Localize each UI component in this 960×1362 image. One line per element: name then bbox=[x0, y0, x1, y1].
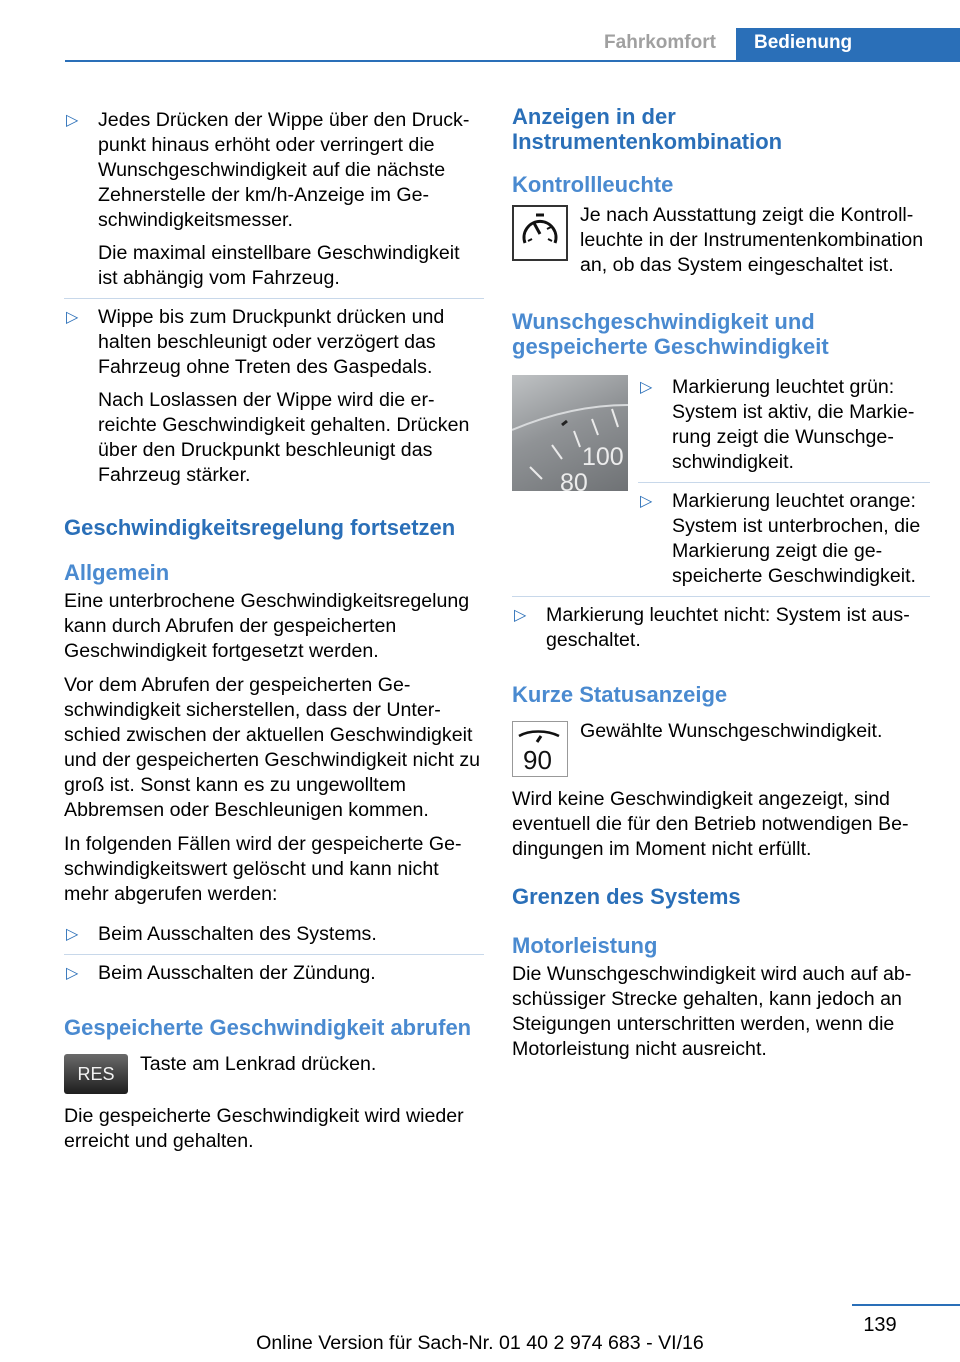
heading-motorleistung: Motorleistung bbox=[512, 933, 658, 958]
list-item bbox=[638, 483, 930, 596]
kontroll-text: Je nach Ausstattung zeigt die Kontrollleuchte in der Instrumentenkombination an, ob das System eingeschaltet ist. bbox=[580, 204, 924, 276]
cruise-control-indicator-icon bbox=[512, 205, 568, 261]
list-item bbox=[64, 299, 484, 495]
list-item-text: Markierung leuchtet grün: System ist aktiv, die Markierung zeigt die Wunschgeschwindigkeit. bbox=[672, 376, 915, 473]
list-item bbox=[64, 916, 484, 955]
bullet-list-marker-off bbox=[512, 596, 930, 660]
list-item-text: Wippe bis zum Druckpunkt drücken und halten beschleunigt oder verzögert das Fahrzeug ohne Treten des Gaspedals. bbox=[98, 306, 445, 378]
kontroll-block bbox=[512, 203, 930, 287]
footer-online-version: Online Version für Sach-Nr. 01 40 2 974 683 - VI/16 bbox=[256, 1332, 704, 1354]
heading-abrufen: Gespeicherte Geschwindigkeit abrufen bbox=[64, 1015, 472, 1040]
bullet-list-cases bbox=[64, 916, 484, 993]
tab-bedienung[interactable]: Bedienung bbox=[736, 28, 960, 62]
paragraph: Eine unterbrochene Geschwindigkeitsregelung kann durch Abrufen der gespeicherten Geschwindigkeit fortgesetzt werden. bbox=[64, 590, 470, 662]
triangle-arrow-icon: ▷ bbox=[640, 379, 653, 396]
list-item-text: Beim Ausschalten der Zündung. bbox=[98, 962, 376, 984]
paragraph: Die gespeicherte Geschwindigkeit wird wieder erreicht und gehalten. bbox=[64, 1105, 464, 1152]
list-item bbox=[512, 597, 930, 660]
speed-label-100: 100 bbox=[582, 443, 624, 471]
paragraph: Wird keine Geschwindigkeit angezeigt, sind eventuell die für den Betrieb notwendigen Bedingungen im Moment nicht erfüllt. bbox=[512, 788, 909, 860]
speedometer-image bbox=[512, 375, 628, 491]
heading-grenzen: Grenzen des Systems bbox=[512, 884, 741, 909]
heading-anzeigen: Anzeigen in der Instrumentenkombination bbox=[512, 104, 783, 154]
left-column bbox=[64, 100, 484, 1163]
paragraph: Die Wunschgeschwindigkeit wird auch auf abschüssiger Strecke gehalten, kann jedoch an Steigungen unterschritten werden, wenn die Motorleistung nicht ausreicht. bbox=[512, 963, 912, 1060]
triangle-arrow-icon: ▷ bbox=[66, 309, 79, 326]
list-item-text: Markierung leuchtet nicht: System ist ausgeschaltet. bbox=[546, 604, 910, 651]
list-item-text: Markierung leuchtet orange: System ist unterbrochen, die Markierung zeigt die gespeicherte Geschwindigkeit. bbox=[672, 490, 921, 587]
list-item-text: Jedes Drücken der Wippe über den Druckpunkt hinaus erhöht oder verringert die Wunschgeschwindigkeit auf die nächste Zehnerstelle der km/h-Anzeige im Geschwindigkeitsmesser. bbox=[98, 109, 470, 231]
list-item-note: Nach Loslassen der Wippe wird die erreichte Geschwindigkeit gehalten. Drücken über den Druckpunkt beschleunigt das Fahrzeug stärker. bbox=[98, 389, 470, 486]
triangle-arrow-icon: ▷ bbox=[514, 607, 527, 624]
status-value: 90 bbox=[523, 745, 552, 775]
paragraph: In folgenden Fällen wird der gespeicherte Geschwindigkeitswert gelöscht und kann nicht mehr abgerufen werden: bbox=[64, 833, 462, 905]
list-item bbox=[64, 102, 484, 299]
list-item-text: Beim Ausschalten des Systems. bbox=[98, 923, 377, 945]
bullet-list-wippe bbox=[64, 102, 484, 495]
footer-rule bbox=[852, 1304, 960, 1306]
heading-kurze-statusanzeige: Kurze Statusanzeige bbox=[512, 682, 728, 707]
speed-status-icon bbox=[512, 721, 568, 777]
right-column bbox=[512, 100, 930, 1071]
bullet-list-marker bbox=[638, 369, 930, 596]
heading-fortsetzen: Geschwindigkeitsregelung fortsetzen bbox=[64, 515, 456, 540]
paragraph: Vor dem Abrufen der gespeicherten Geschwindigkeit sicherstellen, dass der Unterschied zwischen der aktuellen Geschwindigkeit und der gespeicherten Geschwindigkeit nicht zu groß ist. Sonst kann es zu ungewolltem Abbremsen oder Beschleunigen kommen. bbox=[64, 674, 481, 821]
triangle-arrow-icon: ▷ bbox=[66, 926, 79, 943]
heading-kontrollleuchte: Kontrollleuchte bbox=[512, 172, 674, 197]
triangle-arrow-icon: ▷ bbox=[640, 493, 653, 510]
triangle-arrow-icon: ▷ bbox=[66, 965, 79, 982]
speed-label-80: 80 bbox=[560, 469, 588, 491]
res-button-icon: RES bbox=[64, 1054, 128, 1094]
list-item bbox=[64, 955, 484, 993]
res-text: Taste am Lenkrad drücken. bbox=[140, 1053, 377, 1075]
heading-allgemein: Allgemein bbox=[64, 560, 170, 585]
list-item bbox=[638, 369, 930, 483]
heading-wunschgeschwindigkeit: Wunschgeschwindigkeit und gespeicherte Geschwindigkeit bbox=[512, 309, 829, 359]
list-item-note: Die maximal einstellbare Geschwindigkeit ist abhängig vom Fahrzeug. bbox=[98, 242, 460, 289]
speedo-block bbox=[512, 369, 930, 596]
triangle-arrow-icon: ▷ bbox=[66, 112, 79, 129]
status-block bbox=[512, 719, 930, 777]
kurz-text: Gewählte Wunschgeschwindigkeit. bbox=[580, 720, 883, 742]
tab-fahrkomfort[interactable]: Fahrkomfort bbox=[604, 32, 716, 53]
res-block bbox=[64, 1052, 484, 1094]
page-number: 139 bbox=[863, 1314, 897, 1336]
